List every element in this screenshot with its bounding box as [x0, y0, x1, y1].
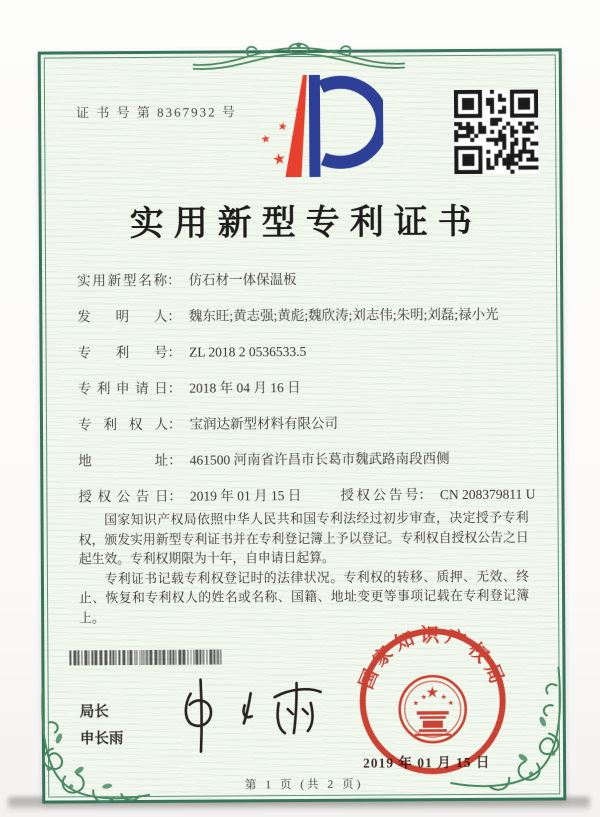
field-value: 宝润达新型材料有限公司: [189, 415, 339, 432]
legal-paragraph-2: 专利证书记载专利权登记时的法律状况。专利权的转移、质押、无效、终止、恢复和专利权人的姓名或名称、国籍、地址变更等事项记载在专利登记簿上。: [79, 569, 530, 625]
field-colon: ：: [418, 487, 432, 503]
field-filing-date: [78, 375, 528, 398]
logo-red-wedge: [285, 75, 308, 177]
cnipa-patent-logo: [239, 70, 384, 185]
field-label: 授权公告日: [78, 488, 169, 505]
field-colon: ：: [167, 308, 181, 324]
field-patent-number: [77, 339, 527, 362]
field-label: 实用新型名称: [77, 272, 168, 289]
field-value: 仿石材一体保温板: [188, 272, 297, 288]
field-label: 授权公告号: [340, 487, 419, 503]
field-label: 专利号: [77, 344, 168, 361]
field-utility-model-name: [77, 267, 527, 290]
field-colon: ：: [168, 488, 182, 504]
legal-paragraph-1: 国家知识产权局依照中华人民共和国专利法经过初步审查，决定授予专利权，颁发实用新型专利证书并在专利登记簿上予以登记。专利权自授权公告之日起生效。专利权期限为十年，自申请日起算。: [78, 510, 529, 567]
field-value: 2018 年 04 月 16 日: [189, 380, 301, 396]
certificate-title: 实用新型专利证书: [129, 203, 482, 244]
field-value: CN 208379811 U: [439, 486, 536, 503]
field-grant-date-and-number: [78, 483, 536, 506]
svg-text:★: ★: [440, 693, 447, 702]
logo-p-stem: [309, 75, 321, 177]
field-colon: ：: [168, 452, 182, 468]
signer-title: 局长: [79, 704, 109, 721]
field-colon: ：: [167, 272, 181, 288]
field-grant-number: [340, 483, 535, 504]
certificate-number: 证 书 号 第 8367932 号: [76, 104, 237, 121]
seal-text: 国家知识产权局: [356, 625, 509, 693]
svg-text:★: ★: [270, 148, 288, 170]
barcode: [69, 649, 221, 665]
field-value: 461500 河南省许昌市长葛市魏武路南段西侧: [189, 451, 450, 468]
field-address: [78, 447, 528, 470]
signer-block: [80, 699, 124, 753]
seal-national-emblem: [400, 676, 466, 742]
svg-text:★: ★: [420, 693, 427, 702]
field-label: 专利权人: [77, 416, 169, 433]
handwritten-signature: [156, 671, 342, 762]
field-colon: ：: [167, 380, 182, 396]
svg-text:国家知识产权局: [356, 625, 509, 693]
svg-text:★: ★: [288, 128, 306, 149]
field-colon: ：: [167, 416, 182, 432]
svg-text:★: ★: [276, 119, 289, 134]
field-value: 魏东旺;黄志强;黄彪;魏欣涛;刘志伟;朱明;刘磊;禄小光: [188, 306, 499, 324]
seal-date: 2019 年 01 月 15 日: [363, 754, 491, 771]
field-inventors: [77, 303, 527, 326]
svg-text:★: ★: [259, 131, 272, 147]
field-label: 地址: [78, 452, 169, 469]
legal-text: [79, 509, 530, 629]
field-value: ZL 2018 2 0536533.5: [189, 343, 307, 360]
field-patentee: [78, 411, 528, 434]
svg-text:★: ★: [412, 699, 420, 708]
cnipa-red-seal: [356, 625, 509, 778]
field-colon: ：: [167, 344, 182, 360]
svg-text:★: ★: [425, 683, 440, 702]
logo-p-bowl: [321, 82, 383, 162]
patent-certificate: [38, 48, 567, 803]
svg-text:★: ★: [447, 699, 455, 708]
svg-text:★: ★: [292, 101, 307, 118]
qr-code: [454, 90, 539, 175]
field-label: 发明人: [77, 308, 168, 325]
page-number: 第 1 页 (共 2 页): [244, 778, 364, 792]
signer-name: 申长雨: [79, 731, 124, 748]
field-value: 2019 年 01 月 15 日: [189, 488, 302, 504]
field-label: 专利申请日: [77, 380, 168, 397]
